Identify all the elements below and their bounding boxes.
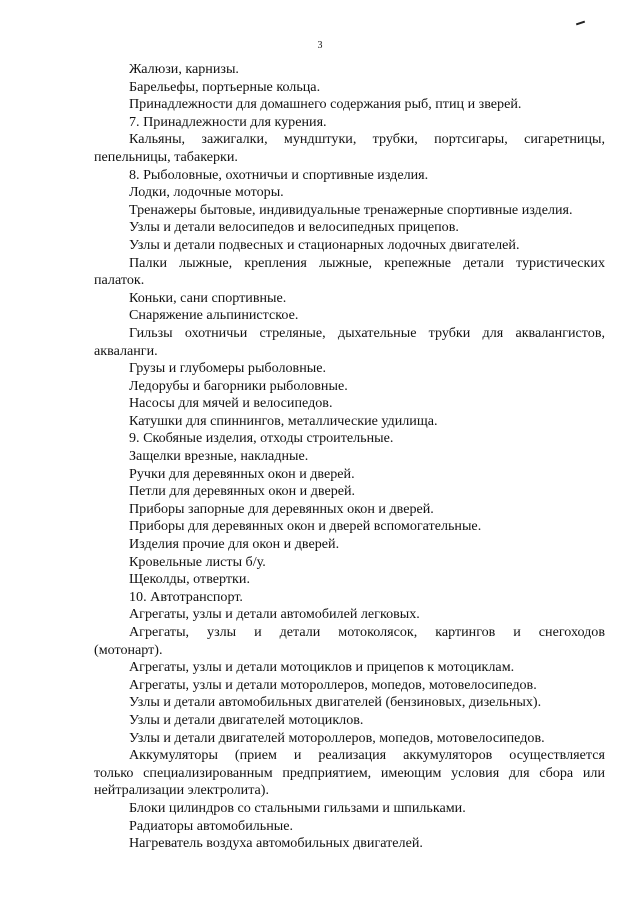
text-line: пепельницы, табакерки.: [94, 148, 238, 165]
text-line: Насосы для мячей и велосипедов.: [129, 395, 333, 412]
text-line: Кальяны, зажигалки, мундштуки, трубки, портсигары, сигаретницы,: [129, 131, 605, 148]
text-line: Ледорубы и багорники рыболовные.: [129, 377, 348, 394]
document-body: [94, 61, 605, 853]
text-line: 10. Автотранспорт.: [129, 588, 243, 605]
text-line: Ручки для деревянных окон и дверей.: [129, 465, 355, 482]
text-line: Палки лыжные, крепления лыжные, крепежные детали туристических: [129, 254, 605, 271]
text-line: Катушки для спиннингов, металлические удилища.: [129, 412, 438, 429]
text-line: Кровельные листы б/у.: [129, 553, 266, 570]
text-line: 7. Принадлежности для курения.: [129, 113, 327, 130]
text-line: Узлы и детали двигателей мотоциклов.: [129, 711, 364, 728]
text-line: Принадлежности для домашнего содержания рыб, птиц и зверей.: [129, 96, 522, 113]
text-line: Агрегаты, узлы и детали мотоциклов и прицепов к мотоциклам.: [129, 659, 515, 676]
text-line: (мотонарт).: [94, 641, 163, 658]
text-line: Узлы и детали автомобильных двигателей (бензиновых, дизельных).: [129, 694, 542, 711]
text-line: Снаряжение альпинистское.: [129, 307, 299, 324]
text-line: Аккумуляторы (прием и реализация аккумуляторов осуществляется: [129, 747, 605, 764]
text-line: 8. Рыболовные, охотничьи и спортивные изделия.: [129, 166, 429, 183]
text-line: Приборы запорные для деревянных окон и дверей.: [129, 500, 434, 517]
text-line: Узлы и детали двигателей мотороллеров, мопедов, мотовелосипедов.: [129, 729, 545, 746]
text-line: Гильзы охотничьи стреляные, дыхательные трубки для аквалангистов,: [129, 324, 605, 341]
text-line: Приборы для деревянных окон и дверей вспомогательные.: [129, 518, 482, 535]
text-line: акваланги.: [94, 342, 158, 359]
page-number: 3: [317, 40, 323, 51]
text-line: Петли для деревянных окон и дверей.: [129, 483, 356, 500]
text-line: Тренажеры бытовые, индивидуальные тренажерные спортивные изделия.: [129, 201, 573, 218]
text-line: Узлы и детали велосипедов и велосипедных прицепов.: [129, 219, 459, 236]
text-line: 9. Скобяные изделия, отходы строительные.: [129, 430, 394, 447]
text-line: Жалюзи, карнизы.: [129, 61, 239, 77]
text-line: Защелки врезные, накладные.: [129, 448, 309, 465]
text-line: Блоки цилиндров со стальными гильзами и шпильками.: [129, 799, 466, 816]
text-line: Агрегаты, узлы и детали мотороллеров, мопедов, мотовелосипедов.: [129, 676, 537, 693]
text-line: Агрегаты, узлы и детали мотоколясок, картингов и снегоходов: [129, 624, 605, 640]
text-line: Коньки, сани спортивные.: [129, 289, 287, 306]
text-line: Лодки, лодочные моторы.: [129, 184, 284, 201]
text-line: нейтрализации электролита).: [94, 782, 270, 799]
text-line: Грузы и глубомеры рыболовные.: [129, 360, 326, 377]
text-line: Изделия прочие для окон и дверей.: [129, 536, 340, 553]
scan-mark: [576, 21, 585, 26]
text-line: Барельефы, портьерные кольца.: [129, 78, 321, 95]
text-line: палаток.: [94, 272, 145, 289]
text-line: Радиаторы автомобильные.: [129, 817, 293, 834]
text-line: только специализированным предприятием, имеющим условия для сбора или: [94, 764, 605, 781]
text-line: Нагреватель воздуха автомобильных двигателей.: [129, 835, 423, 852]
text-line: Щеколды, отвертки.: [129, 571, 250, 588]
text-line: Агрегаты, узлы и детали автомобилей легковых.: [129, 606, 420, 623]
text-line: Узлы и детали подвесных и стационарных лодочных двигателей.: [129, 236, 520, 253]
